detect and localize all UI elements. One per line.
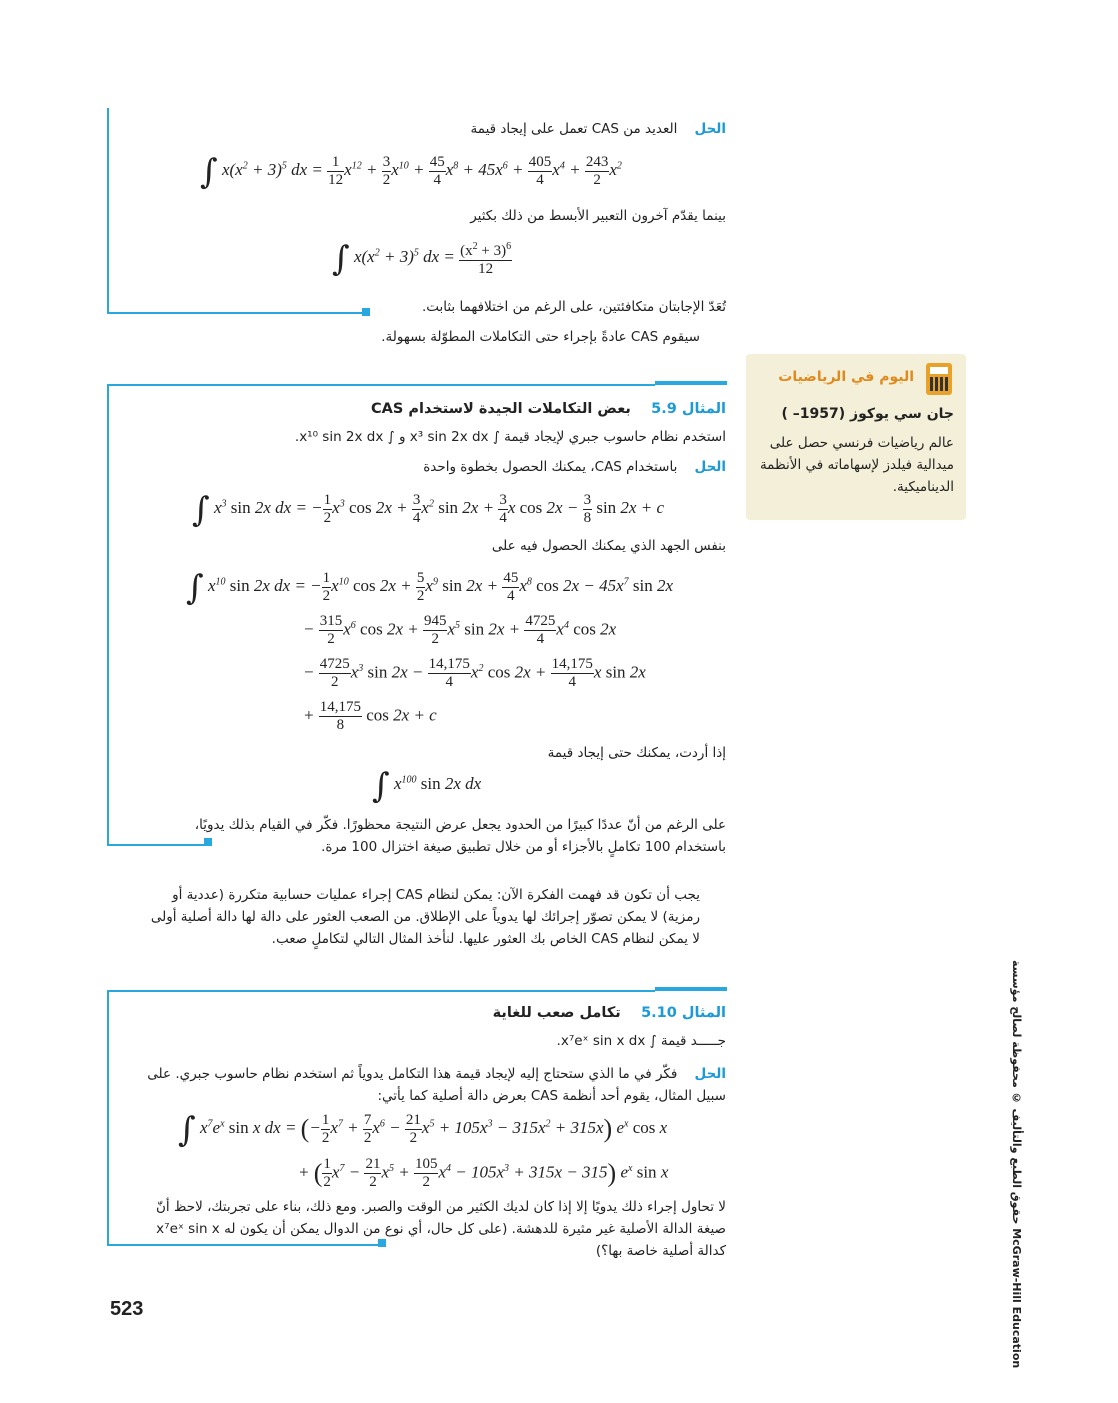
intro-paragraph: يجب أن تكون قد فهمت الفكرة الآن: يمكن لنظام CAS إجراء عمليات حسابية متكررة (عددية أو رمزية) لا يمكن تصوّر إجرائك لها يدوياً على الإطلاق. من الصعب العثور على دالة لها دالة أصلية أولى لا يمكن لنظام CAS الخاص بك العثور عليها. لنأخذ المثال التالي لتكاملٍ صعب. [150, 887, 700, 947]
calculator-icon [926, 363, 952, 395]
ex510-equation-line2: + ( $\frac{1}{2}$ $x^7$ − $\frac{21}{2}$ $x^5$ + $\frac{105}{2}$ $x^4 - 105x^3 + 315x - 315$) $e^x$ sin x [298, 1156, 669, 1190]
ex59-line3: إذا أردت، يمكنك حتى إيجاد قيمة [547, 745, 726, 761]
ex510-top-accent [655, 987, 727, 991]
ex59-equation-1: ∫ $x^3$ sin 2x dx = − $\frac{1}{2}$ $x^3$ cos 2x + $\frac{3}{4}$ $x^2$ sin 2x + $\frac{3}{4}$ x cos 2x − $\frac{3}{8}$ sin 2x + c [192, 490, 664, 530]
today-in-math-sidebar [746, 354, 966, 520]
ex510-line2: لا تحاول إجراء ذلك يدويًا إلا إذا كان لديك الكثير من الوقت والصبر. ومع ذلك، بناء على تجربتك، لاحظ أنّ صيغة الدالة الأصلية غير مثيرة للدهشة. (على كل حال، أي نوع من الدوال يمكن أن يكون له x⁷eˣ sin x كدالة أصلية خاصة بها؟) [155, 1199, 726, 1259]
top-equation-2: ∫ $x(x^2 + 3)^5$ dx = $\frac{(x^2 + 3)^6}{12}$ [332, 238, 512, 279]
ex59-top-accent [655, 381, 727, 385]
sidebar-title: اليوم في الرياضيات [778, 369, 914, 385]
ex510-vline [107, 990, 109, 1245]
ex59-equation-3: ∫ $x^{100}$ sin 2x dx [372, 766, 482, 806]
copyright-notice: حقوق الطبع والتأليف © محفوظة لصالح مؤسسة McGraw-Hill Education [1010, 960, 1023, 1369]
ex510-label: المثال 5.10 [641, 1005, 726, 1021]
top-solution-line3: تُعَدّ الإجابتان متكافئتين، على الرغم من اختلافهما بثابت. [421, 299, 726, 315]
ex59-title: بعض التكاملات الجيدة لاستخدام CAS [371, 401, 631, 417]
ex510-solution [146, 1063, 726, 1107]
ex59-equation-2-line2: − $\frac{315}{2}$ $x^6$ cos 2x + $\frac{945}{2}$ $x^5$ sin 2x + $\frac{4725}{4}$ $x^4$ cos 2x [303, 613, 617, 647]
solution-label: الحل [694, 121, 726, 137]
solution-text: العديد من CAS تعمل على إيجاد قيمة [470, 121, 678, 137]
ex59-equation-2-line1: ∫ $x^{10}$ sin 2x dx = − $\frac{1}{2}$ $x^{10}$ cos 2x + $\frac{5}{2}$ $x^9$ sin 2x + $\frac{45}{4}$ $x^8$ $\cos 2x - 45x^7$ sin 2x [186, 568, 673, 608]
ex510-header [126, 1002, 726, 1021]
top-solution-line2: بينما يقدّم آخرون التعبير الأبسط من ذلك بكثير [470, 208, 726, 224]
ex510-top-line [107, 990, 655, 992]
ex510-equation-line1: ∫ $x^7e^x$ sin x dx = (− $\frac{1}{2}$ $x^7$ + $\frac{7}{2}$ $x^6$ − $\frac{21}{2}$ $x^5 + 105x^3 - 315x^2 + 315x$) $e^x$ cos x [178, 1110, 668, 1150]
ex59-vline [107, 384, 109, 845]
top-solution-line1 [126, 118, 726, 140]
ex510-prompt: جـــــد قيمة ∫ x⁷eˣ sin x dx. [556, 1033, 726, 1049]
top-equation-1: ∫ $x(x^2 + 3)^5$ dx = $\frac{1}{12}$ $x^{12}$ + $\frac{3}{2}$ $x^{10}$ + $\frac{45}{4}$ $x^8 + 45x^6$ + $\frac{405}{4}$ $x^4$ + $\frac{243}{2}$ $x^2$ [200, 152, 622, 192]
ex59-label: المثال 5.9 [651, 401, 726, 417]
page-number: 523 [110, 1298, 144, 1320]
ex59-prompt: استخدم نظام حاسوب جبري لإيجاد قيمة ∫ x³ sin 2x dx و ∫ x¹⁰ sin 2x dx. [294, 429, 726, 445]
ex59-header [126, 398, 726, 417]
top-block-vline [107, 108, 109, 313]
sidebar-body: عالم رياضيات فرنسي حصل على ميدالية فيلدز لإسهاماته في الأنظمة الديناميكية. [759, 435, 954, 495]
ex59-solution-label: الحل [694, 459, 726, 475]
ex59-equation-2-line4: + $\frac{14,175}{8}$ cos 2x + c [303, 699, 437, 733]
top-solution-line4: سيقوم CAS عادةً بإجراء حتى التكاملات المطوّلة بسهولة. [381, 329, 700, 345]
ex59-solution-text: باستخدام CAS، يمكنك الحصول بخطوة واحدة [423, 459, 678, 475]
ex59-top-line [107, 384, 655, 386]
ex510-title: تكامل صعب للغاية [492, 1005, 621, 1021]
ex59-equation-2-line3: − $\frac{4725}{2}$ $x^3$ sin 2x − $\frac{14,175}{4}$ $x^2$ cos 2x + $\frac{14,175}{4}$ x sin 2x [303, 656, 646, 690]
ex59-line2: بنفس الجهد الذي يمكنك الحصول فيه على [491, 538, 726, 554]
ex510-solution-label: الحل [694, 1066, 726, 1082]
ex510-solution-text: فكّر في ما الذي ستحتاج إليه لإيجاد قيمة هذا التكامل يدوياً ثم استخدم نظام حاسوب جبري. على سبيل المثال، يقوم أحد أنظمة CAS بعرض دالة أصلية كما يأتي: [147, 1066, 726, 1104]
sidebar-name: جان سي يوكوز (1957– ) [781, 406, 954, 422]
ex59-solution-line [126, 456, 726, 478]
ex59-line4: على الرغم من أنّ عددًا كبيرًا من الحدود يجعل عرض النتيجة محظورًا. فكّر في القيام بذلك يدويًا، باستخدام 100 تكاملٍ بالأجزاء أو من خلال تطبيق صيغة اختزال 100 مرة. [194, 817, 726, 855]
